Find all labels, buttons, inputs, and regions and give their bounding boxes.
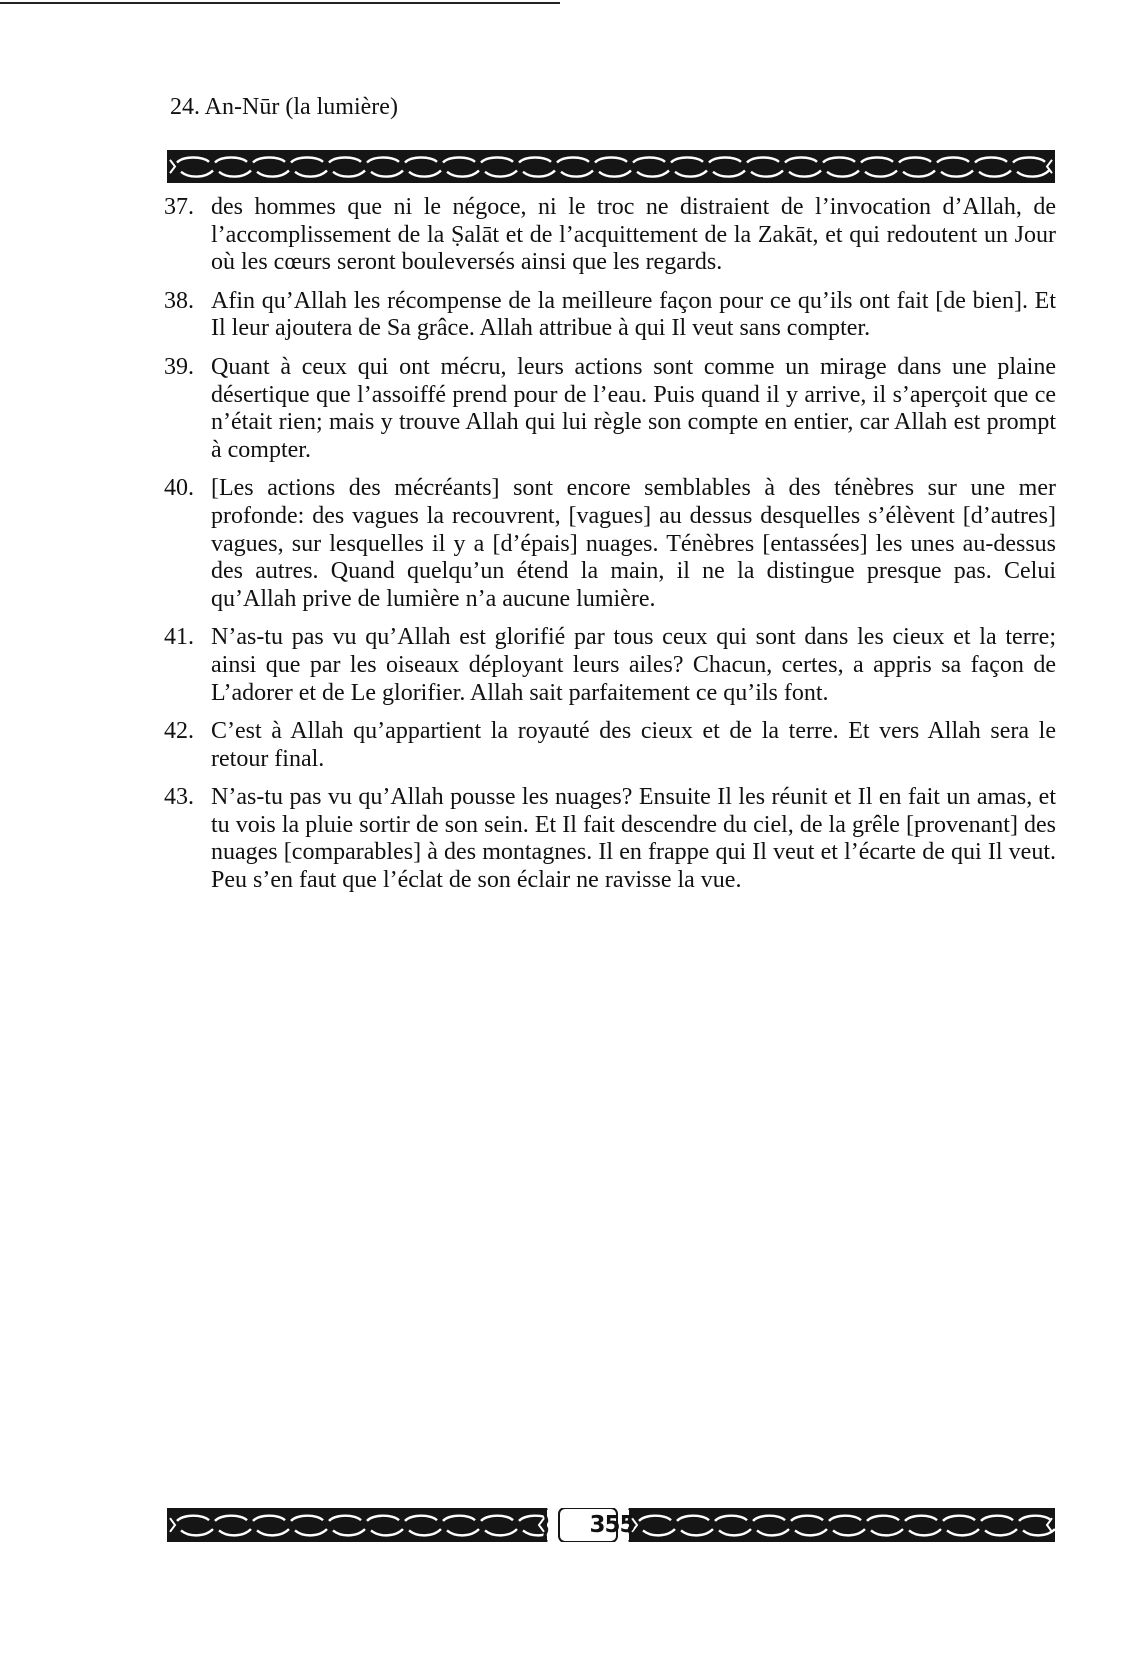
verse-text: des hommes que ni le négoce, ni le troc ne distraient de l’invocation d’Allah, de l’accomplissement de la Ṣalāt et de l’acquittement de la Zakāt, et qui redoutent un Jour où les cœurs seront bouleversés ainsi que les regards. [211,194,1056,276]
verse-number: 38. [164,287,194,314]
verse-text: C’est à Allah qu’appartient la royauté des cieux et de la terre. Et vers Allah sera le retour final. [211,718,1056,772]
verse-text: [Les actions des mécréants] sont encore semblables à des ténèbres sur une mer profonde: des vagues la recouvrent, [vagues] au dessus desquelles s’élèvent [d’autres] vagues, sur lesquelles il y a [d’épais] nuages. Ténèbres [entassées] les unes au-dessus des autres. Quand quelqu’un étend la main, il ne la distingue presque pas. Celui qu’Allah prive de lumière n’a aucune lumière. [211,475,1056,612]
verse-40 [164,475,1056,613]
page-number: 355 [589,1512,635,1538]
footer-ornament-band [167,1508,1055,1542]
header-ornament-band [167,150,1055,183]
verse-list [164,194,1056,906]
verse-text: Quant à ceux qui ont mécru, leurs actions sont comme un mirage dans une plaine désertique que l’assoiffé prend pour de l’eau. Puis quand il y arrive, il s’aperçoit que ce n’était rien; mais y trouve Allah qui lui règle son compte en entier, car Allah est prompt à compter. [211,353,1056,463]
verse-number: 37. [164,194,194,220]
verse-number: 41. [164,624,194,651]
verse-41 [164,624,1056,707]
verse-number: 40. [164,475,194,502]
verse-38 [164,288,1056,343]
verse-42 [164,718,1056,773]
verse-39 [164,354,1056,464]
running-header: 24. An-Nūr (la lumière) [170,94,398,120]
top-rule [0,2,560,4]
verse-37 [164,194,1056,277]
verse-text: N’as-tu pas vu qu’Allah est glorifié par tous ceux qui sont dans les cieux et la terre; ainsi que par les oiseaux déployant leurs ailes? Chacun, certes, a appris sa façon de L’adorer et de Le glorifier. Allah sait parfaitement ce qu’ils font. [211,624,1056,706]
verse-number: 39. [164,353,194,380]
ornament-pattern [167,150,1055,183]
verse-text: N’as-tu pas vu qu’Allah pousse les nuages? Ensuite Il les réunit et Il en fait un amas, et tu vois la pluie sortir de son sein. Et Il fait descendre du ciel, de la grêle [provenant] des nuages [comparables] à des montagnes. Il en frappe qui Il veut et l’écarte de qui Il veut. Peu s’en faut que l’éclat de son éclair ne ravisse la vue. [211,784,1056,894]
verse-number: 42. [164,718,194,745]
verse-number: 43. [164,784,194,811]
verse-text: Afin qu’Allah les récompense de la meilleure façon pour ce qu’ils ont fait [de bien]. Et Il leur ajoutera de Sa grâce. Allah attribue à qui Il veut sans compter. [211,287,1056,342]
verse-43 [164,784,1056,894]
